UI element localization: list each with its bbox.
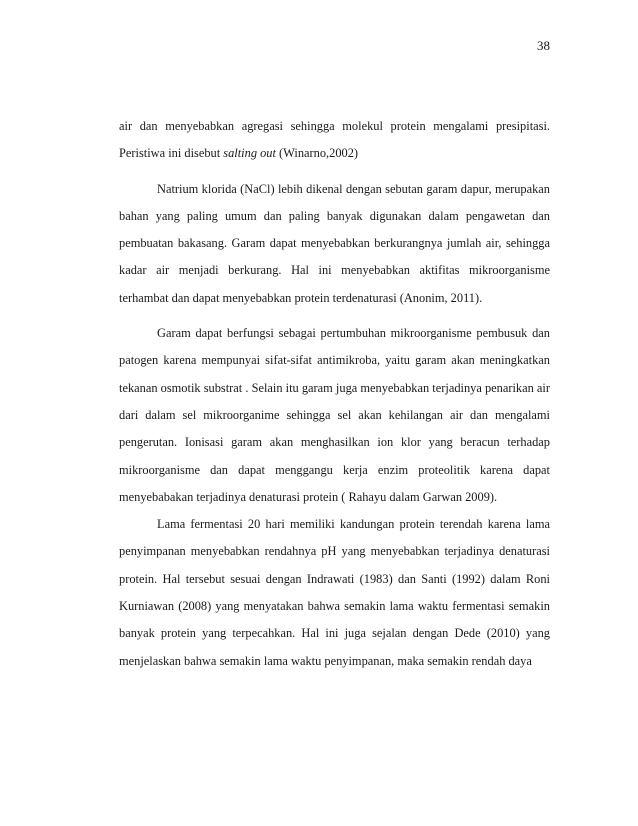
text-run: Natrium klorida (NaCl) lebih dikenal dengan sebutan garam dapur, merupakan bahan yang paling umum dan paling banyak digunakan dalam pengawetan dan pembuatan bakasang. Garam dapat menyebabkan berkurangnya jumlah air, sehingga kadar air menjadi berkurang. Hal ini menyebabkan aktifitas mikroorganisme terhambat dan dapat menyebabkan protein terdenaturasi (Anonim, 2011). — [119, 181, 550, 305]
italic-term: salting out — [223, 146, 276, 161]
text-run: (Winarno,2002) — [275, 146, 359, 161]
text-run: Garam dapat berfungsi sebagai pertumbuhan mikroorganisme pembusuk dan patogen karena mempunyai sifat-sifat antimikroba, yaitu garam akan meningkatkan tekanan osmotik substrat . Selain itu garam juga menyebabkan terjadinya penarikan air dari dalam sel mikroorganime sehingga sel akan kehilangan air dan mengalami pengerutan. Ionisasi garam akan menghasilkan ion klor yang beracun terhadap mikroorganisme dan dapat menggangu kerja enzim proteolitik karena dapat menyebabakan terjadinya denaturasi protein ( Rahayu dalam Garwan 2009). — [119, 326, 550, 504]
page-number: 38 — [537, 38, 550, 53]
body-text — [119, 113, 550, 675]
paragraph-4 — [119, 511, 550, 675]
paragraph-1 — [119, 113, 550, 168]
paragraph-2 — [119, 176, 550, 312]
paragraph-3 — [119, 320, 550, 511]
text-run: Lama fermentasi 20 hari memiliki kandungan protein terendah karena lama penyimpanan menyebabkan rendahnya pH yang menyebabkan terjadinya denaturasi protein. Hal tersebut sesuai dengan Indrawati (1983) dan Santi (1992) dalam Roni Kurniawan (2008) yang menyatakan bahwa semakin lama waktu fermentasi semakin banyak protein yang terpecahkan. Hal ini juga sejalan dengan Dede (2010) yang menjelaskan bahwa semakin lama waktu penyimpanan, maka semakin rendah daya — [119, 517, 550, 668]
text-run: air dan menyebabkan agregasi sehingga molekul protein mengalami presipitasi. Peristiwa ini disebut — [119, 119, 550, 161]
